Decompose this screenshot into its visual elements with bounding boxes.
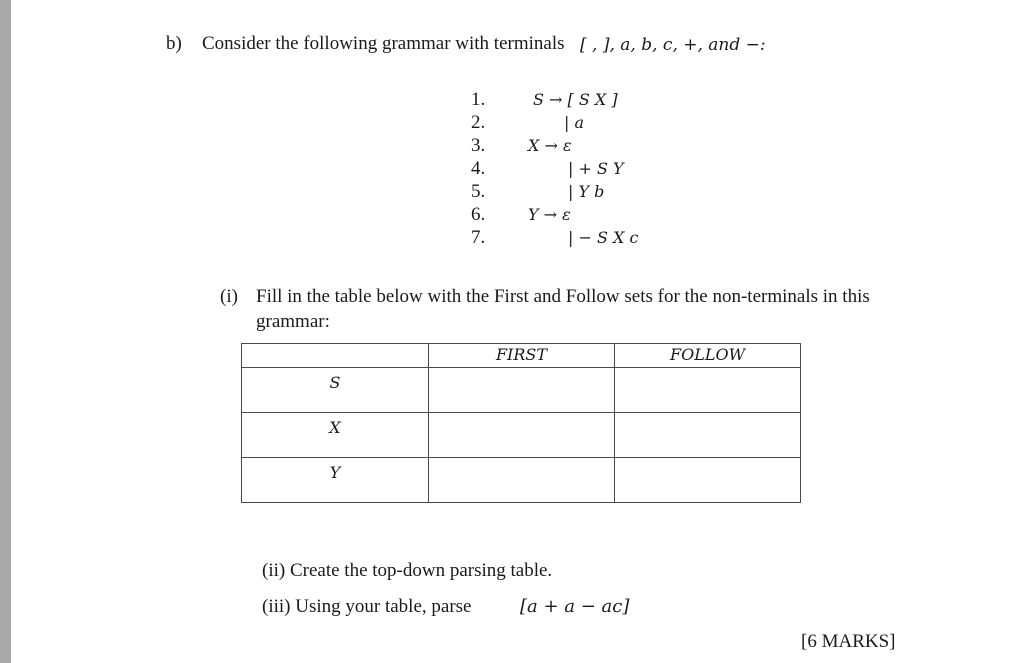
part-i-text: Fill in the table below with the First and Follow sets for the non-terminals in this	[256, 286, 870, 307]
table-row	[242, 413, 801, 458]
first-cell[interactable]	[429, 368, 615, 413]
marks-label: [6 MARKS]	[801, 631, 896, 652]
rule-number: 2.	[471, 112, 486, 133]
rule-number: 6.	[471, 204, 486, 225]
window-edge	[0, 0, 11, 663]
rule-number: 3.	[471, 135, 486, 156]
question-terminals: [ , ], a, b, c, +, and −:	[580, 35, 766, 55]
table-row	[242, 458, 801, 503]
rule-production: X → ε	[528, 136, 572, 155]
rule-number: 5.	[471, 181, 486, 202]
rule-production: Y → ε	[528, 205, 571, 224]
part-iii-text: (iii) Using your table, parse	[262, 596, 472, 617]
rule-production: | − S X c	[568, 228, 639, 247]
table-header-first: FIRST	[429, 344, 615, 368]
rule-production: | a	[564, 113, 585, 132]
question-label: b)	[166, 33, 182, 54]
rule-number: 4.	[471, 158, 486, 179]
part-i-text-continued: grammar:	[256, 311, 330, 332]
first-follow-table	[241, 343, 801, 503]
nonterminal-cell: S	[242, 368, 429, 413]
follow-cell[interactable]	[615, 368, 801, 413]
table-header-follow: FOLLOW	[615, 344, 801, 368]
first-cell[interactable]	[429, 413, 615, 458]
rule-number: 7.	[471, 227, 486, 248]
rule-production: | Y b	[568, 182, 605, 201]
document-page	[11, 0, 1024, 663]
rule-production: | + S Y	[568, 159, 624, 178]
part-i-label: (i)	[220, 286, 238, 307]
parse-expression: [a + a − ac]	[520, 596, 630, 617]
first-cell[interactable]	[429, 458, 615, 503]
table-header-corner	[242, 344, 429, 368]
rule-number: 1.	[471, 89, 486, 110]
question-text: Consider the following grammar with terminals	[202, 33, 565, 54]
part-ii-text: (ii) Create the top-down parsing table.	[262, 560, 553, 581]
table-header-row	[242, 344, 801, 368]
follow-cell[interactable]	[615, 413, 801, 458]
table-row	[242, 368, 801, 413]
follow-cell[interactable]	[615, 458, 801, 503]
rule-production: S → [ S X ]	[533, 90, 618, 109]
nonterminal-cell: Y	[242, 458, 429, 503]
nonterminal-cell: X	[242, 413, 429, 458]
